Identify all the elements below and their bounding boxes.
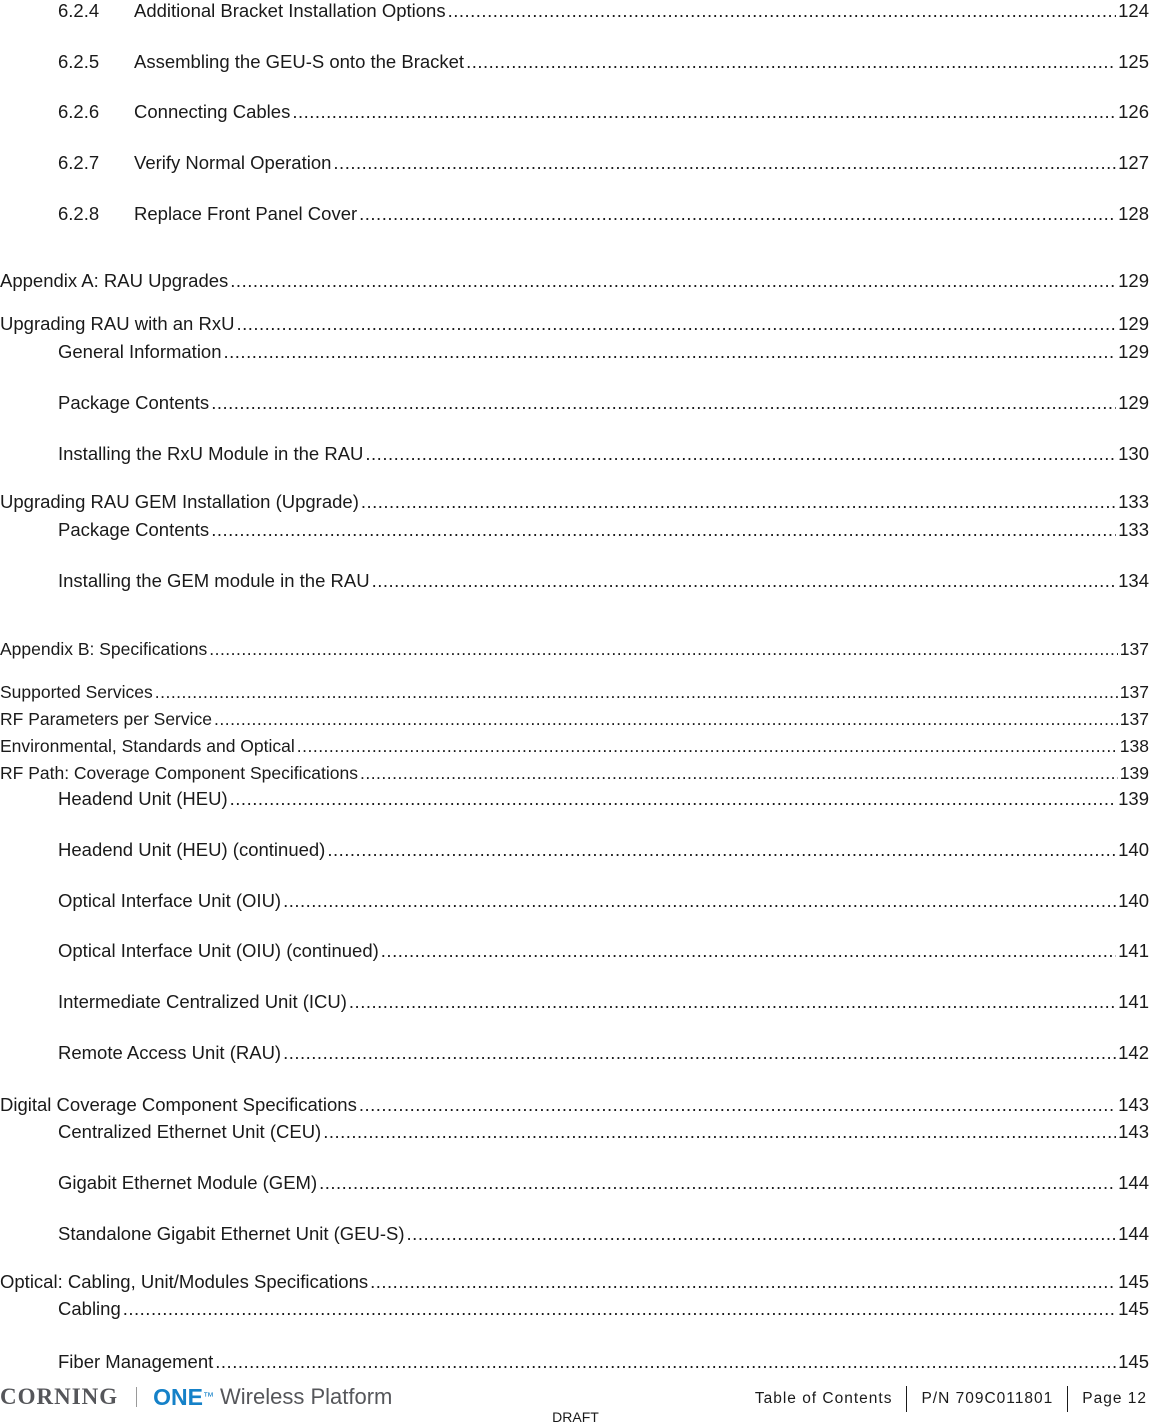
- toc-dot-leader: [319, 1172, 1116, 1194]
- toc-entry-number: 6.2.6: [58, 101, 100, 122]
- toc-dot-leader: [224, 341, 1117, 363]
- toc-entry[interactable]: [0, 203, 1151, 225]
- logo-one-wordmark: ONE: [153, 1383, 204, 1410]
- toc-entry-title: Cabling: [58, 1298, 121, 1319]
- toc-dot-leader: [211, 519, 1116, 541]
- toc-entry-page-number: 145: [1118, 1298, 1149, 1319]
- toc-entry[interactable]: [0, 0, 1151, 22]
- logo-trademark: ™: [203, 1391, 215, 1403]
- toc-dot-leader: [349, 991, 1116, 1013]
- toc-dot-leader: [214, 708, 1118, 730]
- toc-entry[interactable]: [0, 1121, 1151, 1143]
- toc-dot-leader: [365, 443, 1116, 465]
- toc-entry-page-number: 139: [1119, 763, 1149, 783]
- toc-entry-page-number: 128: [1118, 203, 1149, 224]
- toc-entry-page-number: 129: [1118, 313, 1149, 334]
- toc-entry[interactable]: [0, 638, 1151, 660]
- toc-entry-title: Upgrading RAU with an RxU: [0, 313, 235, 334]
- toc-entry-page-number: 129: [1118, 270, 1149, 291]
- toc-entry[interactable]: [0, 1223, 1151, 1245]
- toc-entry[interactable]: [0, 152, 1151, 174]
- toc-dot-leader: [327, 839, 1116, 861]
- toc-entry[interactable]: [0, 519, 1151, 541]
- toc-entry-page-number: 125: [1118, 51, 1149, 72]
- toc-entry[interactable]: [0, 681, 1151, 703]
- toc-entry[interactable]: [0, 270, 1151, 292]
- toc-dot-leader: [381, 940, 1116, 962]
- toc-dot-leader: [370, 1271, 1116, 1293]
- toc-entry-title: Supported Services: [0, 682, 153, 702]
- toc-entry-title: Package Contents: [58, 519, 210, 540]
- toc-entry-number: 6.2.7: [58, 152, 100, 173]
- toc-entry-page-number: 133: [1118, 491, 1149, 512]
- toc-entry[interactable]: [0, 570, 1151, 592]
- toc-entry[interactable]: [0, 762, 1151, 784]
- toc-entry-page-number: 130: [1118, 443, 1149, 464]
- toc-entry-page-number: 144: [1118, 1223, 1149, 1244]
- toc-entry-page-number: 124: [1118, 0, 1149, 21]
- toc-entry[interactable]: [0, 1042, 1151, 1064]
- toc-entry-page-number: 141: [1118, 940, 1149, 961]
- toc-entry-title: Intermediate Centralized Unit (ICU): [58, 991, 347, 1012]
- toc-entry-title: Assembling the GEU-S onto the Bracket: [134, 51, 465, 72]
- toc-entry-title: Fiber Management: [58, 1351, 214, 1372]
- toc-entry-page-number: 126: [1118, 101, 1149, 122]
- toc-entry-page-number: 129: [1118, 392, 1149, 413]
- toc-entry-page-number: 129: [1118, 341, 1149, 362]
- toc-entry[interactable]: [0, 839, 1151, 861]
- toc-entry-page-number: 140: [1118, 890, 1149, 911]
- toc-entry[interactable]: [0, 313, 1151, 335]
- toc-dot-leader: [407, 1223, 1117, 1245]
- toc-entry-page-number: 143: [1118, 1094, 1149, 1115]
- toc-entry-title: Optical Interface Unit (OIU) (continued): [58, 940, 379, 961]
- toc-entry-title: Verify Normal Operation: [134, 152, 332, 173]
- toc-entry-title: Connecting Cables: [134, 101, 291, 122]
- toc-entry-title: Headend Unit (HEU): [58, 788, 228, 809]
- toc-entry[interactable]: [0, 788, 1151, 810]
- toc-entry-title: RF Parameters per Service: [0, 709, 213, 729]
- toc-entry-title: Headend Unit (HEU) (continued): [58, 839, 326, 860]
- toc-entry-title: Installing the RxU Module in the RAU: [58, 443, 364, 464]
- toc-entry-page-number: 127: [1118, 152, 1149, 173]
- toc-entry-title: General Information: [58, 341, 222, 362]
- logo-product-name: Wireless Platform: [220, 1384, 393, 1409]
- toc-entry-title: Appendix A: RAU Upgrades: [0, 270, 229, 291]
- toc-entry-title: Upgrading RAU GEM Installation (Upgrade): [0, 491, 359, 512]
- toc-entry-page-number: 134: [1118, 570, 1149, 591]
- toc-entry[interactable]: [0, 735, 1151, 757]
- toc-entry[interactable]: [0, 443, 1151, 465]
- toc-entry[interactable]: [0, 708, 1151, 730]
- toc-dot-leader: [372, 570, 1117, 592]
- toc-entry-title: Digital Coverage Component Specifications: [0, 1094, 357, 1115]
- toc-dot-leader: [215, 1351, 1116, 1373]
- footer-page-number: Page 12: [1082, 1390, 1147, 1407]
- toc-entry-page-number: 142: [1118, 1042, 1149, 1063]
- toc-dot-leader: [292, 101, 1116, 123]
- toc-dot-leader: [360, 762, 1118, 784]
- toc-entry-page-number: 145: [1118, 1271, 1149, 1292]
- toc-entry-number: 6.2.5: [58, 51, 100, 72]
- toc-entry[interactable]: [0, 1351, 1151, 1373]
- toc-entry-number: 6.2.8: [58, 203, 100, 224]
- toc-dot-leader: [236, 313, 1116, 335]
- toc-entry-page-number: 143: [1118, 1121, 1149, 1142]
- toc-dot-leader: [211, 392, 1116, 414]
- toc-entry-page-number: 139: [1118, 788, 1149, 809]
- toc-dot-leader: [323, 1121, 1116, 1143]
- draft-label: DRAFT: [552, 1409, 599, 1425]
- toc-dot-leader: [155, 681, 1118, 703]
- toc-entry-title: Optical Interface Unit (OIU): [58, 890, 282, 911]
- toc-entry[interactable]: [0, 890, 1151, 912]
- toc-dot-leader: [361, 491, 1116, 513]
- toc-dot-leader: [297, 735, 1118, 757]
- toc-entry-page-number: 137: [1119, 639, 1149, 659]
- toc-entry-title: Additional Bracket Installation Options: [134, 0, 446, 21]
- toc-entry-title: Remote Access Unit (RAU): [58, 1042, 282, 1063]
- toc-entry-page-number: 145: [1118, 1351, 1149, 1372]
- toc-entry-page-number: 133: [1118, 519, 1149, 540]
- toc-dot-leader: [359, 203, 1116, 225]
- toc-entry-title: RF Path: Coverage Component Specifications: [0, 763, 358, 783]
- logo-corning-wordmark: CORNING: [0, 1384, 119, 1409]
- toc-entry[interactable]: [0, 1094, 1151, 1116]
- toc-dot-leader: [230, 788, 1116, 810]
- toc-entry[interactable]: [0, 101, 1151, 123]
- toc-dot-leader: [359, 1094, 1116, 1116]
- toc-entry[interactable]: [0, 940, 1151, 962]
- toc-entry[interactable]: [0, 1172, 1151, 1194]
- logo-divider: [136, 1387, 137, 1407]
- toc-entry[interactable]: [0, 1298, 1151, 1320]
- toc-entry[interactable]: [0, 1271, 1151, 1293]
- toc-entry-page-number: 137: [1119, 682, 1149, 702]
- toc-entry-number: 6.2.4: [58, 0, 100, 21]
- toc-dot-leader: [123, 1298, 1116, 1320]
- toc-entry-page-number: 140: [1118, 839, 1149, 860]
- toc-dot-leader: [283, 1042, 1116, 1064]
- footer-section-title: Table of Contents: [754, 1390, 893, 1407]
- toc-entry[interactable]: [0, 392, 1151, 414]
- toc-dot-leader: [209, 638, 1118, 660]
- toc-entry-title: Optical: Cabling, Unit/Modules Specifications: [0, 1271, 369, 1292]
- page-footer: [0, 1382, 1151, 1412]
- toc-dot-leader: [230, 270, 1116, 292]
- toc-entry-page-number: 138: [1119, 736, 1149, 756]
- toc-entry[interactable]: [0, 991, 1151, 1013]
- toc-entry-page-number: 144: [1118, 1172, 1149, 1193]
- toc-entry-title: Standalone Gigabit Ethernet Unit (GEU-S): [58, 1223, 405, 1244]
- toc-entry-title: Installing the GEM module in the RAU: [58, 570, 370, 591]
- toc-entry[interactable]: [0, 51, 1151, 73]
- toc-entry-title: Package Contents: [58, 392, 210, 413]
- toc-entry-page-number: 141: [1118, 991, 1149, 1012]
- toc-entry[interactable]: [0, 341, 1151, 363]
- toc-entry[interactable]: [0, 491, 1151, 513]
- footer-part-number: P/N 709C011801: [921, 1390, 1054, 1407]
- toc-dot-leader: [333, 152, 1116, 174]
- toc-entry-title: Gigabit Ethernet Module (GEM): [58, 1172, 318, 1193]
- toc-entry-title: Centralized Ethernet Unit (CEU): [58, 1121, 322, 1142]
- toc-entry-title: Appendix B: Specifications: [0, 639, 208, 659]
- toc-entry-title: Replace Front Panel Cover: [134, 203, 358, 224]
- toc-dot-leader: [448, 0, 1117, 22]
- corning-one-logo: [0, 1384, 392, 1410]
- toc-dot-leader: [466, 51, 1116, 73]
- toc-entry-page-number: 137: [1119, 709, 1149, 729]
- toc-entry-title: Environmental, Standards and Optical: [0, 736, 295, 756]
- toc-dot-leader: [283, 890, 1116, 912]
